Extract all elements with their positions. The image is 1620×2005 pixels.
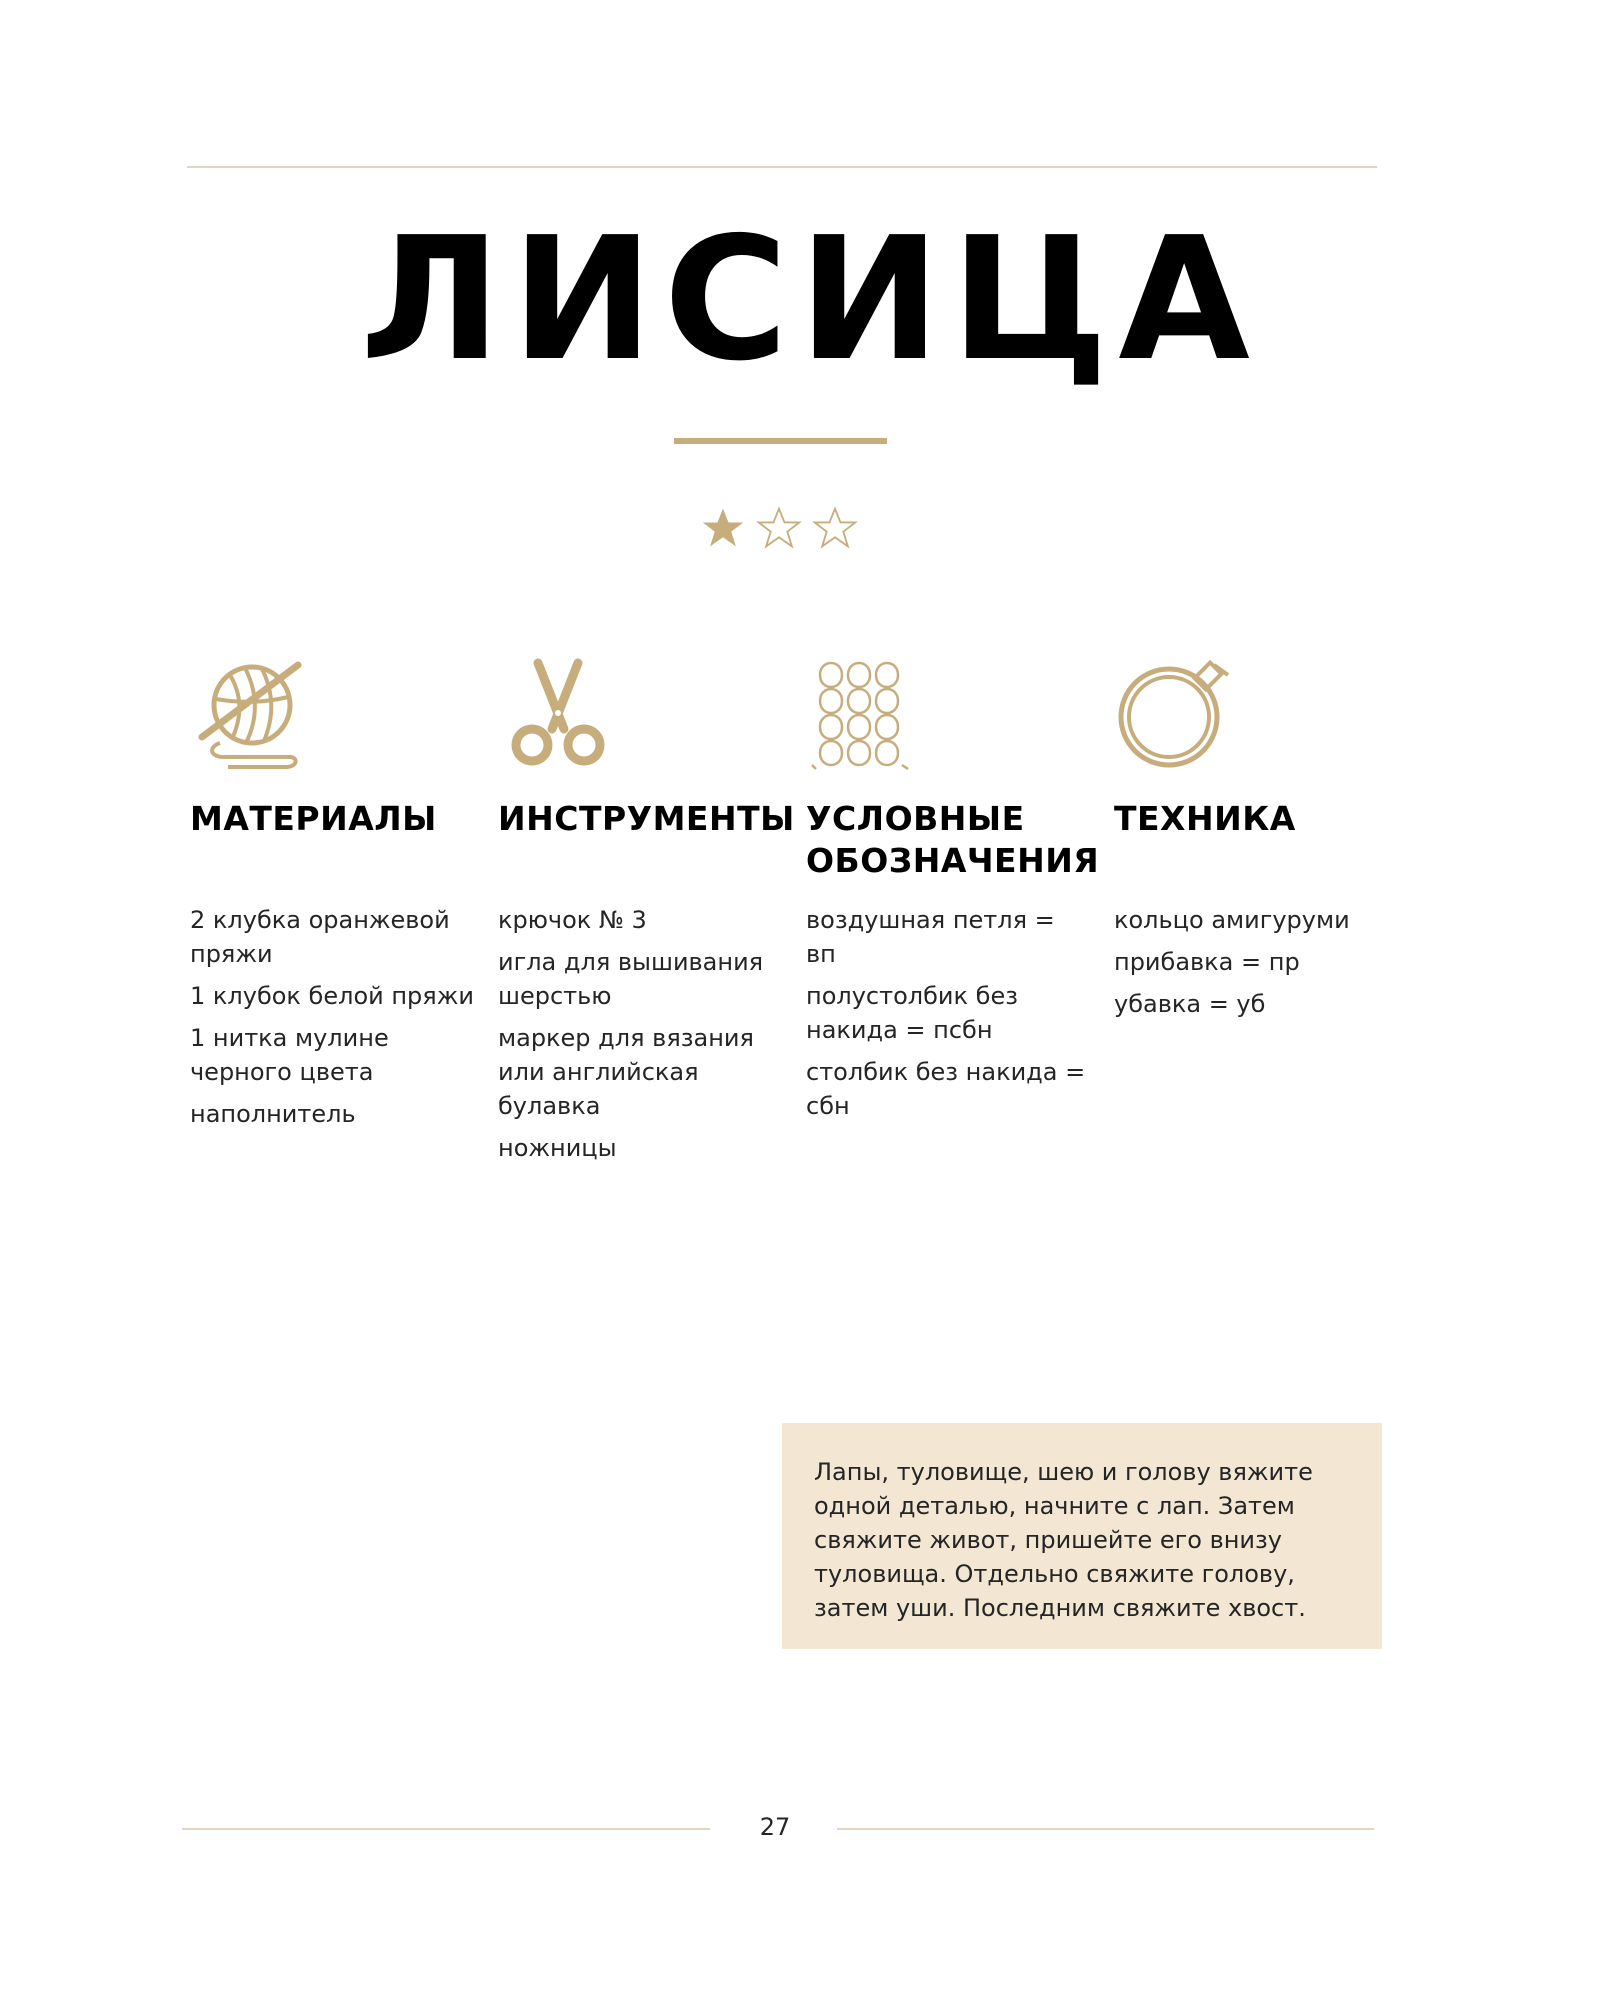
footer-divider-right	[837, 1828, 1374, 1830]
yarn-ball-icon	[190, 655, 310, 775]
list-item: полустолбик без накида = псбн	[806, 982, 1018, 1044]
list-item: воздушная петля = вп	[806, 906, 1055, 968]
star-filled-icon	[700, 505, 746, 551]
footer-divider-left	[182, 1828, 710, 1830]
technique-column	[1114, 655, 1399, 1029]
list-item: кольцо амигуруми	[1114, 906, 1350, 934]
column-heading: ИНСТРУМЕНТЫ	[498, 799, 795, 838]
tools-column	[498, 655, 795, 1173]
list-item: игла для вышивания шерстью	[498, 948, 764, 1010]
page-number: 27	[759, 1813, 791, 1841]
knit-stitch-icon	[806, 655, 926, 775]
column-heading: УСЛОВНЫЕ ОБОЗНАЧЕНИЯ	[806, 799, 1100, 880]
instruction-note	[782, 1423, 1382, 1649]
list-item: маркер для вязания или английская булавка	[498, 1024, 754, 1120]
page-title: ЛИСИЦА	[360, 201, 1260, 399]
technique-list	[1114, 903, 1399, 1021]
list-item: 1 клубок белой пряжи	[190, 982, 474, 1010]
difficulty-rating	[700, 505, 860, 555]
list-item: прибавка = пр	[1114, 948, 1300, 976]
list-item: 1 нитка мулине черного цвета	[190, 1024, 389, 1086]
top-divider	[187, 166, 1377, 168]
materials-column	[190, 655, 475, 1139]
column-heading: ТЕХНИКА	[1114, 799, 1296, 838]
instruction-note-text: Лапы, туловище, шею и голову вяжите одной деталью, начните с лап. Затем свяжите живот, пришейте его внизу туловища. Отдельно свяжите голову, затем уши. Последним свяжите хвост.	[814, 1458, 1313, 1622]
tools-list	[498, 903, 783, 1165]
symbols-list	[806, 903, 1091, 1123]
title-underline	[674, 438, 887, 444]
materials-list	[190, 903, 475, 1131]
amigurumi-ring-icon	[1114, 655, 1234, 775]
star-outline-icon	[812, 505, 858, 551]
symbols-column	[806, 655, 1100, 1131]
list-item: ножницы	[498, 1134, 617, 1162]
scissors-icon	[498, 655, 618, 775]
star-outline-icon	[756, 505, 802, 551]
list-item: наполнитель	[190, 1100, 356, 1128]
list-item: 2 клубка оранжевой пряжи	[190, 906, 450, 968]
list-item: крючок № 3	[498, 906, 647, 934]
list-item: убавка = уб	[1114, 990, 1266, 1018]
column-heading: МАТЕРИАЛЫ	[190, 799, 437, 838]
list-item: столбик без накида = сбн	[806, 1058, 1086, 1120]
